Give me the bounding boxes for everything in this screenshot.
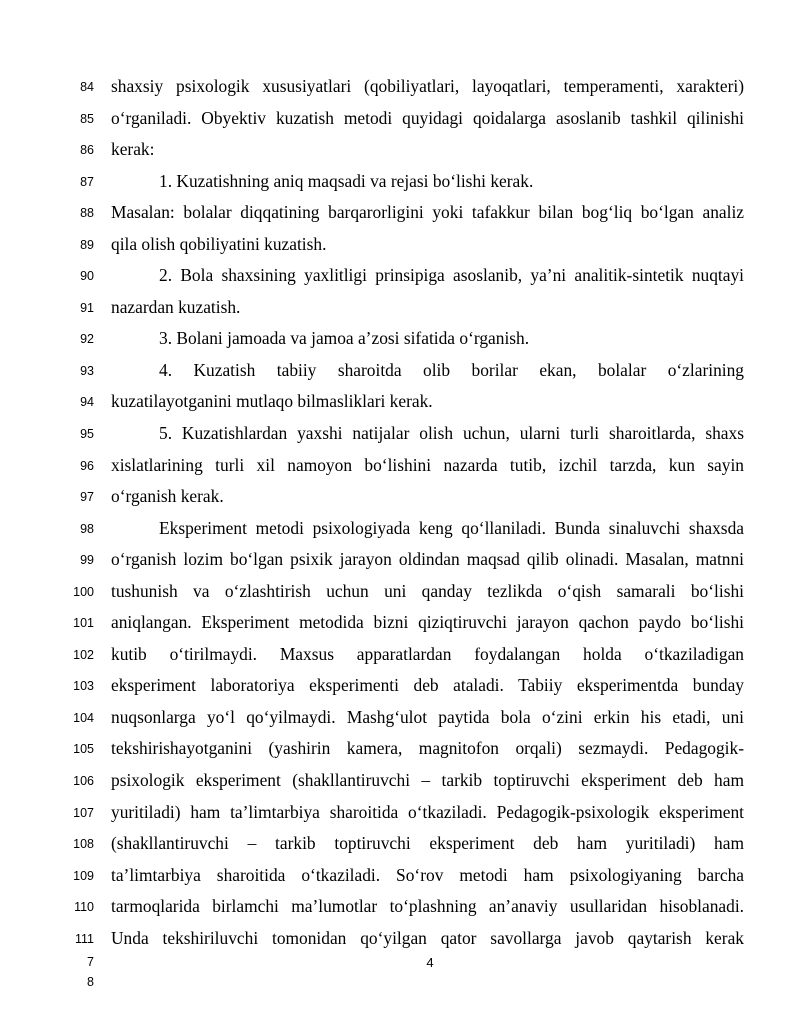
line-text: o‘rganiladi. Obyektiv kuzatish metodi quyidagi qoidalarga asoslanib tashkil qilinishi — [111, 107, 744, 128]
line-text: (shakllantiruvchi – tarkib toptiruvchi eksperiment deb ham yuritiladi) ham — [111, 833, 744, 854]
line-number: 95 — [80, 427, 94, 442]
line-text: tarmoqlarida birlamchi ma’lumotlar to‘plashning an’anaviy usullaridan hisoblanadi. — [111, 896, 744, 917]
line-number: 85 — [80, 111, 94, 126]
line-text: 4. Kuzatish tabiiy sharoitda olib borilar ekan, bolalar o‘zlarining — [159, 359, 744, 380]
line-text: kuzatilayotganini mutlaqo bilmasliklari kerak. — [111, 391, 433, 412]
line-text: 2. Bola shaxsining yaxlitligi prinsipiga asoslanib, ya’ni analitik-sintetik nuqtayi — [159, 265, 744, 286]
line-number: 88 — [80, 206, 94, 221]
line-text: 5. Kuzatishlardan yaxshi natijalar olish uchun, ularni turli sharoitlarda, shaxs — [159, 423, 744, 444]
text-line — [0, 387, 800, 419]
text-line — [0, 482, 800, 514]
text-line — [0, 451, 800, 483]
line-text: eksperiment laboratoriya eksperimenti deb ataladi. Tabiiy eksperimentda bunday — [111, 675, 744, 696]
line-number: 98 — [80, 521, 94, 536]
text-line — [0, 608, 800, 640]
page-number: 4 — [426, 955, 434, 970]
line-text: aniqlangan. Eksperiment metodida bizni qiziqtiruvchi jarayon qachon paydo bo‘lishi — [111, 612, 744, 633]
line-text: kerak: — [111, 139, 155, 160]
text-line — [0, 577, 800, 609]
line-text: yuritiladi) ham ta’limtarbiya sharoitida o‘tkaziladi. Pedagogik-psixologik eksperiment — [111, 801, 744, 822]
text-line — [0, 104, 800, 136]
line-text: 1. Kuzatishning aniq maqsadi va rejasi bo‘lishi kerak. — [159, 170, 534, 191]
line-number: 99 — [80, 553, 94, 568]
text-line — [0, 734, 800, 766]
line-number: 110 — [74, 900, 94, 915]
line-number: 90 — [80, 269, 94, 284]
line-number: 84 — [80, 80, 94, 94]
line-text: ta’limtarbiya sharoitida o‘tkaziladi. So‘rov metodi ham psixologiyaning barcha — [111, 864, 744, 885]
text-line — [0, 545, 800, 577]
line-number: 94 — [80, 395, 94, 410]
line-number: 91 — [80, 300, 94, 315]
line-text: psixologik eksperiment (shakllantiruvchi – tarkib toptiruvchi eksperiment deb ham — [111, 770, 744, 791]
text-line — [0, 640, 800, 672]
text-line — [0, 419, 800, 451]
line-text: Eksperiment metodi psixologiyada keng qo‘llaniladi. Bunda sinaluvchi shaxsda — [159, 517, 744, 538]
text-line — [0, 72, 800, 104]
line-text: o‘rganish kerak. — [111, 486, 224, 507]
line-text: o‘rganish lozim bo‘lgan psixik jarayon oldindan maqsad qilib olinadi. Masalan, matnni — [111, 549, 744, 570]
line-text: tushunish va o‘zlashtirish uchun uni qanday tezlikda o‘qish samarali bo‘lishi — [111, 580, 744, 601]
text-line — [0, 230, 800, 262]
text-line — [0, 766, 800, 798]
footer-line-number: 7 — [87, 955, 94, 969]
line-number: 100 — [73, 584, 94, 599]
line-text: nuqsonlarga yo‘l qo‘yilmaydi. Mashg‘ulot paytida bola o‘zini erkin his etadi, uni — [111, 706, 744, 727]
text-line — [0, 861, 800, 893]
line-number: 108 — [73, 837, 94, 852]
line-text: 3. Bolani jamoada va jamoa a’zosi sifatida o‘rganish. — [159, 328, 530, 349]
line-number: 103 — [73, 679, 94, 694]
text-line — [0, 671, 800, 703]
line-number: 102 — [73, 647, 94, 662]
line-text: Masalan: bolalar diqqatining barqarorligini yoki tafakkur bilan bog‘liq bo‘lgan analiz — [111, 202, 744, 223]
line-number: 111 — [74, 931, 94, 946]
line-text: Unda tekshiriluvchi tomonidan qo‘yilgan qator savollarga javob qaytarish kerak — [111, 927, 744, 948]
line-number: 101 — [73, 616, 94, 631]
line-text: shaxsiy psixologik xususiyatlari (qobiliyatlari, layoqatlari, temperamenti, xarakteri) — [111, 76, 744, 96]
text-line — [0, 829, 800, 861]
text-line — [0, 703, 800, 735]
text-line — [0, 324, 800, 356]
line-number: 107 — [73, 805, 94, 820]
line-number: 104 — [73, 710, 94, 725]
text-line — [0, 924, 800, 956]
text-line — [0, 798, 800, 830]
text-line — [0, 261, 800, 293]
text-line — [0, 167, 800, 199]
line-number: 96 — [80, 458, 94, 473]
text-line — [0, 514, 800, 546]
line-number: 105 — [73, 742, 94, 757]
line-number: 109 — [73, 868, 94, 883]
line-number: 89 — [80, 237, 94, 252]
line-number: 97 — [80, 490, 94, 505]
line-number: 106 — [73, 774, 94, 789]
line-number: 93 — [80, 363, 94, 378]
line-text: xislatlarining turli xil namoyon bo‘lishini nazarda tutib, izchil tarzda, kun sayin — [111, 454, 744, 475]
text-line — [0, 198, 800, 230]
text-line — [0, 135, 800, 167]
text-line — [0, 356, 800, 388]
line-text: qila olish qobiliyatini kuzatish. — [111, 233, 327, 254]
line-text: nazardan kuzatish. — [111, 296, 241, 317]
text-lines — [0, 72, 800, 955]
line-text: tekshirishayotganini (yashirin kamera, magnitofon orqali) sezmaydi. Pedagogik- — [111, 738, 744, 759]
line-number: 87 — [80, 174, 94, 189]
text-line — [0, 293, 800, 325]
text-line — [0, 892, 800, 924]
footer-line-number: 8 — [87, 975, 94, 989]
line-number: 92 — [80, 332, 94, 347]
line-text: kutib o‘tirilmaydi. Maxsus apparatlardan foydalangan holda o‘tkaziladigan — [111, 643, 744, 664]
line-number: 86 — [80, 143, 94, 158]
